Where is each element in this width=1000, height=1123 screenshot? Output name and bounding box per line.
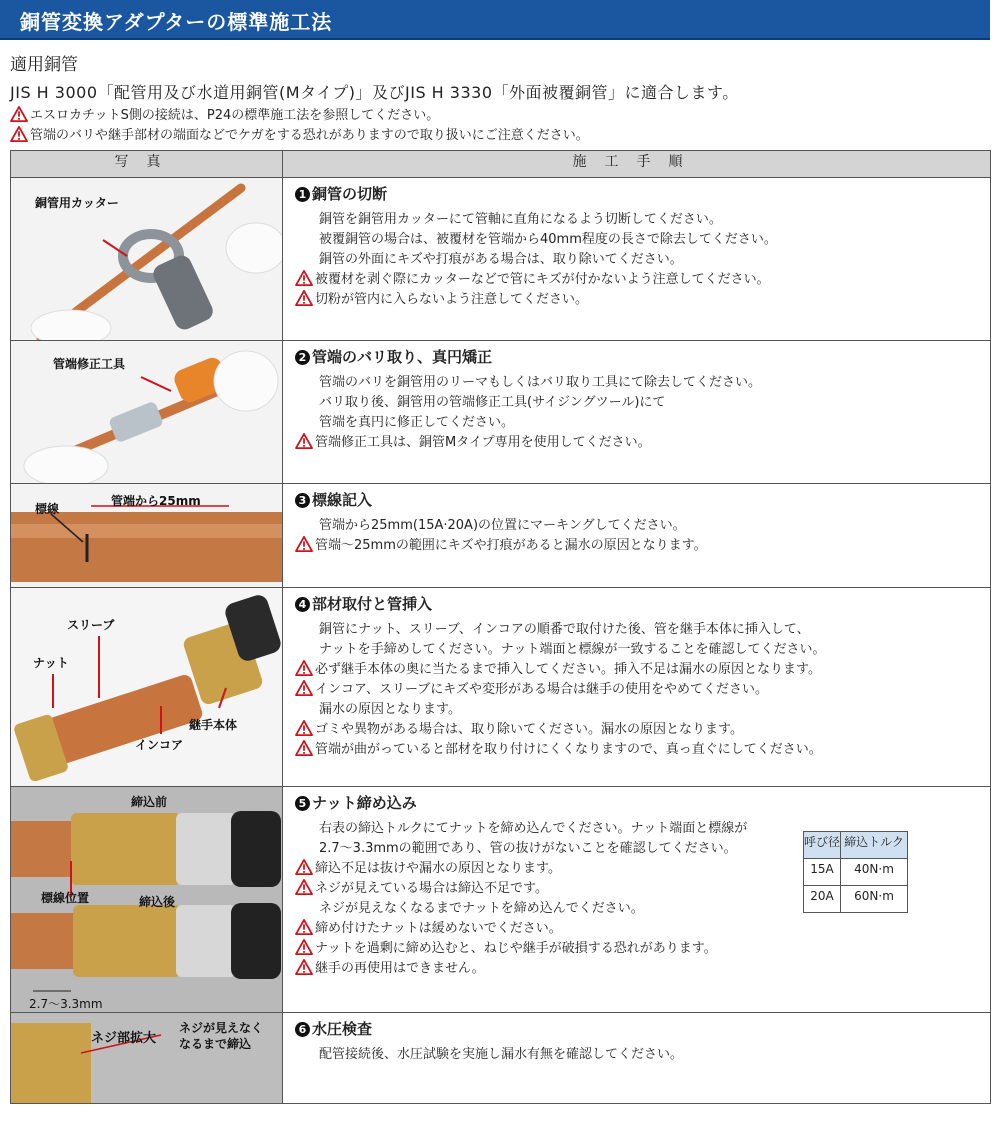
warning-icon (295, 939, 313, 955)
warning-icon (295, 680, 313, 696)
torque-cell: 40N·m (841, 859, 908, 886)
step6-content: 6 水圧検査 配管接続後、水圧試験を実施し漏水有無を確認してください。 (283, 1013, 990, 1065)
photo-label: インコア (135, 738, 184, 752)
warning-icon (295, 919, 313, 935)
step-title: 水圧検査 (312, 1020, 373, 1038)
photo-label: 締込前 (131, 795, 168, 809)
step1-photo (11, 178, 282, 340)
photo-label: スリーブ (67, 618, 115, 632)
step-number: 3 (295, 493, 310, 508)
warning-icon (295, 660, 313, 676)
warning-icon (295, 270, 313, 286)
step3-photo (11, 484, 282, 587)
step2-photo (11, 341, 282, 483)
torque-cell: 60N·m (841, 886, 908, 913)
step-number: 2 (295, 350, 310, 365)
warning-icon (295, 290, 313, 306)
step4-content: 4 部材取付と管挿入 銅管にナット、スリーブ、インコアの順番で取付けた後、管を継手本体に挿入して、 ナットを手締めしてください。ナット端面と標線が一致することを確認してください。 必ず継手本体の奥に当たるまで挿入してください。挿入不足は漏水の原因となります。 インコア、スリーブにキズや変形がある場合は継手の使用をやめてください。 漏水の原因となります。 ゴミや異物がある場合は、取り除いてください。漏水の原因となります。 管端が曲がっていると部材を取り付けにくくなりますので、真っ直ぐにしてください。 (283, 588, 990, 760)
step-title: 管端のバリ取り、真円矯正 (312, 348, 493, 366)
top-warning-2: 管端のバリや継手部材の端面などでケガをする恐れがありますので取り扱いにご注意ください。 (10, 124, 589, 143)
photo-label: 管端から25mm (111, 494, 201, 508)
step-row (11, 178, 991, 341)
photo-label: 銅管用カッター (35, 196, 119, 210)
photo-label: ネジ部拡大 (91, 1031, 157, 1046)
photo-label: 締込後 (139, 895, 176, 909)
step-number: 5 (295, 796, 310, 811)
photo-label: 標線 (35, 502, 60, 516)
section-title: 適用銅管 (10, 55, 78, 75)
step-row (11, 1013, 991, 1104)
top-warning-1: エスロカチットS側の接続は、P24の標準施工法を参照してください。 (10, 104, 439, 123)
step4-photo (11, 588, 282, 786)
step-title: 銅管の切断 (312, 185, 388, 203)
step5-content: 5 ナット締め込み 右表の締込トルクにてナットを締め込んでください。ナット端面と標線が 2.7〜3.3mmの範囲であり、管の抜けがないことを確認してください。 締込不足は抜けや漏水の原因となります。 ネジが見えている場合は締込不足です。 ネジが見えなくなるまでナットを締め込んでください。 締め付けたナットは緩めないでください。 ナットを過剰に締め込むと、ねじや継手が破損する恐れがあります。 継手の再使用はできません。 呼び径 締込トルク 15A 40N·m 20A 60N·m (283, 787, 990, 979)
torque-header: 締込トルク (841, 832, 908, 859)
torque-cell: 20A (804, 886, 841, 913)
photo-label: 標線位置 (41, 891, 90, 905)
spec-text: JIS H 3000「配管用及び水道用銅管(Mタイプ)」及びJIS H 3330「外面被覆銅管」に適合します。 (10, 83, 739, 102)
photo-column-header: 写真 (11, 151, 283, 178)
step5-photo (11, 787, 282, 1012)
photo-label: 管端修正工具 (53, 357, 126, 371)
step-number: 4 (295, 597, 310, 612)
step-row (11, 588, 991, 787)
warning-icon (10, 126, 28, 142)
step-title: 部材取付と管挿入 (312, 595, 433, 613)
step-row (11, 787, 991, 1013)
torque-table (803, 831, 908, 913)
step-row (11, 484, 991, 588)
warning-icon (295, 536, 313, 552)
warning-icon (295, 859, 313, 875)
step-title: ナット締め込み (312, 794, 417, 812)
photo-label: 2.7〜3.3mm (29, 997, 103, 1011)
warning-icon (10, 106, 28, 122)
warning-icon (295, 433, 313, 449)
step-title: 標線記入 (312, 491, 373, 509)
fitting-parts-illustration (11, 588, 282, 786)
photo-label: 継手本体 (189, 718, 238, 732)
photo-label: ナット (33, 656, 69, 670)
warning-icon (295, 879, 313, 895)
step6-photo (11, 1013, 282, 1103)
step3-content: 3 標線記入 管端から25mm(15A·20A)の位置にマーキングしてください。 管端〜25mmの範囲にキズや打痕があると漏水の原因となります。 (283, 484, 990, 556)
procedure-table (10, 150, 991, 1104)
warning-icon (295, 740, 313, 756)
warning-icon (295, 720, 313, 736)
torque-cell: 15A (804, 859, 841, 886)
torque-header: 呼び径 (804, 832, 841, 859)
step-row (11, 341, 991, 484)
sizing-tool-illustration (11, 341, 282, 483)
step2-content: 2 管端のバリ取り、真円矯正 管端のバリを銅管用のリーマもしくはバリ取り工具にて除去してください。 バリ取り後、銅管用の管端修正工具(サイジングツール)にて 管端を真円に修正してください。 管端修正工具は、銅管Mタイプ専用を使用してください。 (283, 341, 990, 453)
header-bar (0, 0, 990, 40)
step-number: 1 (295, 187, 310, 202)
photo-label: なるまで締込 (179, 1037, 252, 1051)
photo-label: ネジが見えなく (179, 1021, 264, 1035)
warning-icon (295, 959, 313, 975)
procedure-column-header: 施工手順 (283, 151, 991, 178)
step-number: 6 (295, 1022, 310, 1037)
page-title: 銅管変換アダプターの標準施工法 (20, 10, 333, 34)
step1-content: 1 銅管の切断 銅管を銅管用カッターにて管軸に直角になるよう切断してください。 被覆銅管の場合は、被覆材を管端から40mm程度の長さで除去してください。 銅管の外面にキズや打痕がある場合は、取り除いてください。 被覆材を剥ぐ際にカッターなどで管にキズが付かないよう注意してください。 切粉が管内に入らないよう注意してください。 (283, 178, 990, 310)
